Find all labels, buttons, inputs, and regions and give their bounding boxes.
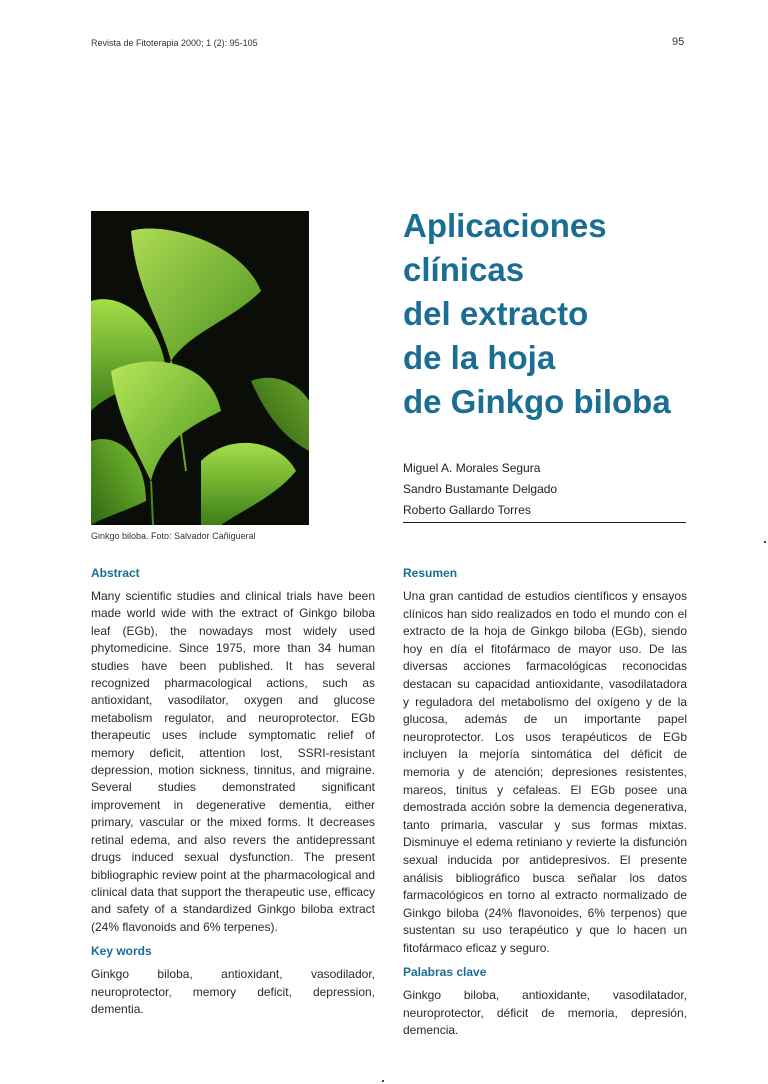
author-name: Miguel A. Morales Segura [403, 461, 541, 475]
palabras-clave-heading: Palabras clave [403, 965, 487, 980]
margin-mark [764, 541, 766, 543]
title-line: de Ginkgo biloba [403, 383, 671, 420]
keywords-heading: Key words [91, 944, 152, 959]
abstract-text: Many scientific studies and clinical trials have been made world wide with the extract of Ginkgo biloba leaf (EGb), the nowadays most widely used phytomedicine. Since 1975, more than 34 human studies have been published. It has several recognized pharmacological actions, such as antioxidant, vasodilator, oxygen and glucose metabolism regulator, and neuroprotector. EGb therapeutic uses include symptomatic relief of memory deficit, attention lost, SSRI-resistant depression, motion sickness, tinnitus, and migraine. Several studies demonstrated significant improvement in degenerative dementia, either primary, vascular or the mixed forms. It decreases retinal edema, and also revers the antidepressant drugs induced sexual dysfunction. The present bibliographic review point at the pharmacological and clinical data that support the therapeutic use, efficacy and safety of a standardized Ginkgo biloba extract (24% flavonoids and 6% terpenes). [91, 589, 375, 934]
abstract-heading: Abstract [91, 566, 140, 580]
abstract-column [91, 566, 375, 1018]
ginkgo-leaves-illustration [91, 211, 309, 525]
author-divider [403, 522, 686, 523]
figure-caption: Ginkgo biloba. Foto: Salvador Cañigueral [91, 531, 256, 541]
margin-mark [382, 1080, 384, 1082]
title-line: de la hoja [403, 339, 556, 376]
title-line: Aplicaciones [403, 207, 607, 244]
title-line: del extracto [403, 295, 589, 332]
keywords-text: Ginkgo biloba, antioxidant, vasodilador, neuroprotector, memory deficit, depression, dementia. [91, 967, 375, 1016]
author-name: Sandro Bustamante Delgado [403, 482, 558, 496]
ginkgo-leaf-photo [91, 211, 309, 525]
page-number: 95 [672, 36, 685, 48]
author-list [403, 458, 557, 521]
resumen-column [403, 566, 687, 1040]
author-name: Roberto Gallardo Torres [403, 503, 531, 517]
palabras-clave-text: Ginkgo biloba, antioxidante, vasodilatador, neuroprotector, déficit de memoria, depresión, demencia. [403, 988, 687, 1038]
title-line: clínicas [403, 251, 525, 288]
journal-reference: Revista de Fitoterapia 2000; 1 (2): 95-105 [91, 38, 258, 48]
resumen-heading: Resumen [403, 566, 458, 580]
article-title [403, 204, 671, 424]
resumen-text: Una gran cantidad de estudios científicos y ensayos clínicos han sido realizados en todo el mundo con el extracto de la hoja de Ginkgo biloba (EGb), siendo hoy en día el fitofármaco de mayor uso. De las diversas acciones farmacológicas reconocidas destacan su capacidad antioxidante, vasodilatadora y reguladora del metabolismo del oxígeno y de la glucosa, además de un importante papel neuroprotector. Los usos terapéuticos de EGb incluyen la mejoría sintomática del déficit de memoria y de atención; depresiones resistentes, mareos, tinitus y cefaleas. El EGb posee una demostrada acción sobre la demencia degenerativa, tanto primaria, vascular y sus formas mixtas. Disminuye el edema retiniano y revierte la disfunción sexual inducida por antidepresivos. El presente análisis bibliográfico busca señalar los datos farmacológicos en torno al extracto normalizado de Ginkgo biloba (24% flavonoides, 6% terpenos) que sustentan su uso terapéutico y que lo hacen un fitofármaco eficaz y seguro. [403, 589, 687, 955]
